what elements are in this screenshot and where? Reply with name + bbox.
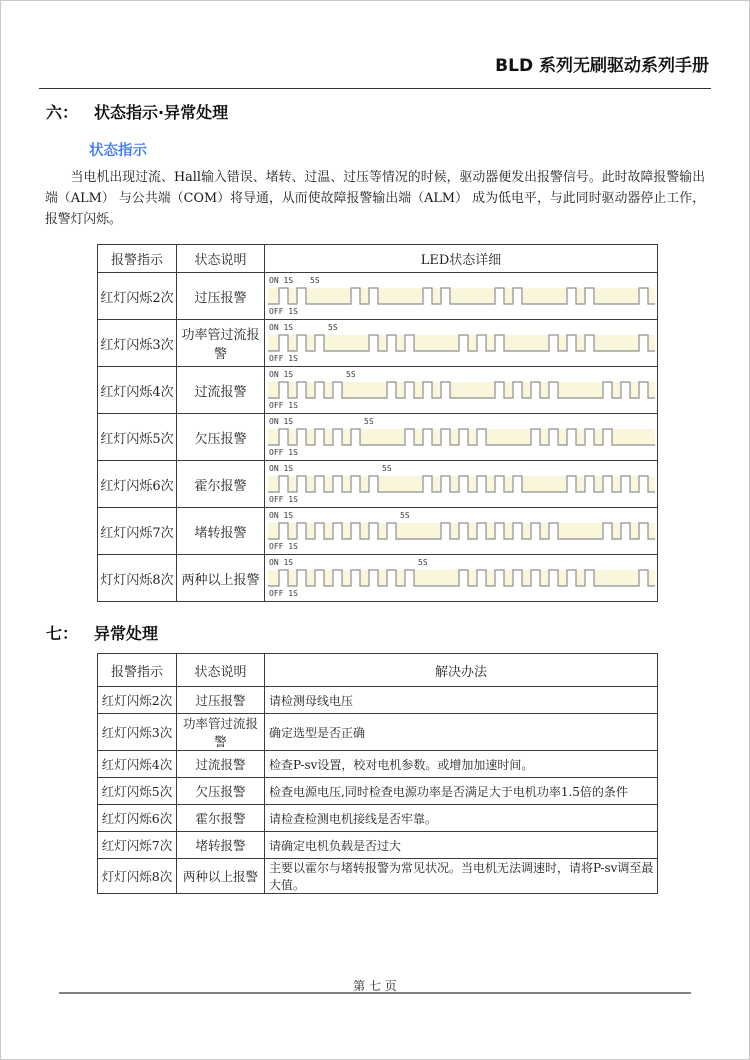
led-waveform-cell [265, 414, 658, 461]
solution-table-row [98, 859, 658, 894]
on-duration-label: ON 1S [268, 276, 293, 285]
alarm-indicator-cell: 红灯闪烁4次 [98, 751, 177, 778]
alarm-indicator-cell: 红灯闪烁3次 [98, 714, 177, 751]
footer-rule [59, 992, 691, 994]
led-table-header-row [98, 245, 658, 273]
alarm-indicator-cell: 灯灯闪烁8次 [98, 859, 177, 894]
solution-table-row [98, 805, 658, 832]
led-table-row [98, 320, 658, 367]
solution-table-row [98, 778, 658, 805]
solution-cell: 检查电源电压,同时检查电源功率是否满足大于电机功率1.5倍的条件 [265, 778, 658, 805]
pause-duration-label: 5S [327, 323, 338, 332]
solution-table-row [98, 832, 658, 859]
solution-cell: 请检查检测电机接线是否牢靠。 [265, 805, 658, 832]
status-description-cell: 堵转报警 [177, 508, 265, 555]
led-table-header-cell: LED状态详细 [265, 245, 658, 273]
pause-duration-label: 5S [417, 558, 428, 567]
led-table-row [98, 273, 658, 320]
alarm-indicator-cell: 红灯闪烁5次 [98, 778, 177, 805]
alarm-indicator-cell: 红灯闪烁5次 [98, 414, 177, 461]
led-table-row [98, 555, 658, 602]
solution-cell: 确定选型是否正确 [265, 714, 658, 751]
solution-table-header-cell: 解决办法 [265, 654, 658, 687]
page-number: 第 七 页 [353, 979, 397, 993]
section-seven-heading [46, 623, 749, 645]
status-description-cell: 霍尔报警 [177, 461, 265, 508]
solution-table-header-row [98, 654, 658, 687]
status-description-cell: 欠压报警 [177, 414, 265, 461]
led-table-row [98, 367, 658, 414]
led-waveform-cell [265, 273, 658, 320]
manual-title: BLD 系列无刷驱动系列手册 [495, 56, 709, 76]
status-description-cell: 两种以上报警 [177, 859, 265, 894]
pause-duration-label: 5S [381, 464, 392, 473]
solution-table-row [98, 687, 658, 714]
solution-table-header-cell: 状态说明 [177, 654, 265, 687]
alarm-indicator-cell: 红灯闪烁6次 [98, 805, 177, 832]
off-duration-label: OFF 1S [268, 307, 298, 315]
alarm-indicator-cell: 红灯闪烁3次 [98, 320, 177, 367]
status-description-cell: 堵转报警 [177, 832, 265, 859]
led-waveform-cell [265, 555, 658, 602]
pause-duration-label: 5S [363, 417, 374, 426]
status-description-cell: 功率管过流报警 [177, 714, 265, 751]
status-description-cell: 霍尔报警 [177, 805, 265, 832]
status-indication-subtitle: 状态指示 [89, 143, 147, 159]
solution-table [97, 653, 658, 894]
pause-duration-label: 5S [345, 370, 356, 379]
alarm-indicator-cell: 红灯闪烁7次 [98, 508, 177, 555]
on-duration-label: ON 1S [268, 323, 293, 332]
section-six-title: 状态指示·异常处理 [94, 103, 229, 122]
alarm-indicator-cell: 灯灯闪烁8次 [98, 555, 177, 602]
solution-cell: 检查P-sv设置，校对电机参数。或增加加速时间。 [265, 751, 658, 778]
status-description-cell: 过流报警 [177, 367, 265, 414]
solution-table-row [98, 751, 658, 778]
alarm-indicator-cell: 红灯闪烁6次 [98, 461, 177, 508]
status-description-cell: 功率管过流报警 [177, 320, 265, 367]
status-description-cell: 过压报警 [177, 687, 265, 714]
led-table-row [98, 414, 658, 461]
off-duration-label: OFF 1S [268, 589, 298, 597]
led-waveform-cell [265, 508, 658, 555]
header-rule [39, 88, 711, 89]
off-duration-label: OFF 1S [268, 354, 298, 362]
off-duration-label: OFF 1S [268, 542, 298, 550]
led-waveform [266, 555, 657, 597]
pause-duration-label: 5S [399, 511, 410, 520]
pause-duration-label: 5S [309, 276, 320, 285]
solution-cell: 主要以霍尔与堵转报警为常见状况。当电机无法调速时，请将P-sv调至最大值。 [265, 859, 658, 894]
section-seven-number: 七： [46, 624, 79, 643]
on-duration-label: ON 1S [268, 511, 293, 520]
solution-table-header-cell: 报警指示 [98, 654, 177, 687]
alarm-indicator-cell: 红灯闪烁2次 [98, 273, 177, 320]
status-description-cell: 欠压报警 [177, 778, 265, 805]
status-description-cell: 过压报警 [177, 273, 265, 320]
led-waveform [266, 320, 657, 362]
led-waveform-cell [265, 367, 658, 414]
on-duration-label: ON 1S [268, 417, 293, 426]
off-duration-label: OFF 1S [268, 448, 298, 456]
led-waveform [266, 367, 657, 409]
page-header [1, 1, 749, 89]
led-waveform [266, 461, 657, 503]
on-duration-label: ON 1S [268, 558, 293, 567]
led-table-row [98, 508, 658, 555]
section-six-heading [46, 102, 749, 124]
section-six-number: 六： [46, 103, 79, 122]
led-waveform [266, 273, 657, 315]
solution-cell: 请检测母线电压 [265, 687, 658, 714]
status-description-cell: 两种以上报警 [177, 555, 265, 602]
led-table-header-cell: 状态说明 [177, 245, 265, 273]
off-duration-label: OFF 1S [268, 401, 298, 409]
led-waveform [266, 508, 657, 550]
off-duration-label: OFF 1S [268, 495, 298, 503]
status-description-paragraph: 当电机出现过流、Hall输入错误、堵转、过温、过压等情况的时候，驱动器便发出报警信号。此时故障报警输出端（ALM） 与公共端（COM）将导通，从而使故障报警输出端（ALM） 成为低电平，与此同时驱动器停止工作，报警灯闪烁。 [45, 170, 705, 227]
led-waveform-cell [265, 320, 658, 367]
section-seven-title: 异常处理 [94, 624, 159, 643]
alarm-indicator-cell: 红灯闪烁4次 [98, 367, 177, 414]
alarm-indicator-cell: 红灯闪烁7次 [98, 832, 177, 859]
solution-cell: 请确定电机负载是否过大 [265, 832, 658, 859]
led-waveform [266, 414, 657, 456]
led-waveform-cell [265, 461, 658, 508]
led-table-row [98, 461, 658, 508]
on-duration-label: ON 1S [268, 464, 293, 473]
alarm-indicator-cell: 红灯闪烁2次 [98, 687, 177, 714]
solution-table-row [98, 714, 658, 751]
led-status-table [97, 244, 658, 602]
status-description-cell: 过流报警 [177, 751, 265, 778]
on-duration-label: ON 1S [268, 370, 293, 379]
led-table-header-cell: 报警指示 [98, 245, 177, 273]
